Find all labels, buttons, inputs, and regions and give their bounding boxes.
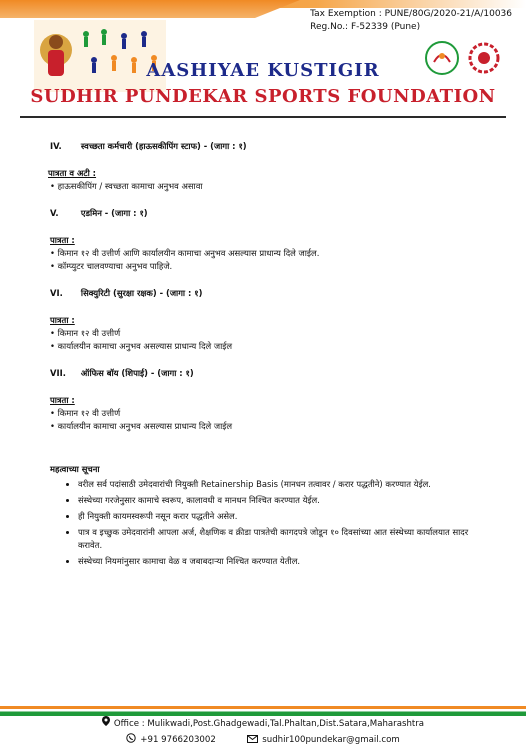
section-title: एडमिन - (जागा : १) xyxy=(80,208,148,218)
org-title-line1: AASHIYAE KUSTIGIR xyxy=(146,60,380,81)
sports-illustration xyxy=(34,20,166,92)
footer-office xyxy=(0,716,526,729)
note-item: • पात्र व इच्छुक उमेदवारांनी आपला अर्ज, शैक्षणिक व क्रीडा पात्रतेची कागदपत्रे जोडून १० दिवसांच्या आत संस्थेच्या कार्यालयात सादर करावेत. xyxy=(78,526,490,552)
section-subheading: पात्रता : xyxy=(50,315,75,325)
section-number: IV. xyxy=(50,141,62,151)
important-notes xyxy=(50,463,490,568)
note-item: • वरील सर्व पदांसाठी उमेदवारांची नियुक्ती Retainership Basis (मानधन तत्वावर / करार पद्धतीने) करण्यात येईल. xyxy=(78,478,490,491)
section-heading xyxy=(50,140,490,153)
header-divider xyxy=(20,116,506,118)
bullet-item: • कॉम्प्युटर चालवण्याचा अनुभव पाहिजे. xyxy=(50,261,173,271)
section-title: सिक्युरिटी (सुरक्षा रक्षक) - (जागा : १) xyxy=(80,288,203,298)
section-title: ऑफिस बॉय (शिपाई) - (जागा : १) xyxy=(80,368,194,378)
office-address: Office : Mulikwadi,Post.Ghadgewadi,Tal.Phaltan,Dist.Satara,Maharashtra xyxy=(113,719,425,729)
phone-number[interactable]: +91 9766203002 xyxy=(140,735,216,745)
bullet-item: • किमान १२ वी उत्तीर्ण xyxy=(50,328,121,338)
notes-list xyxy=(50,478,490,568)
bullet-item: • हाऊसकीपिंग / स्वच्छता कामाचा अनुभव असावा xyxy=(50,181,203,191)
bullet-item: • कार्यालयीन कामाचा अनुभव असल्यास प्राधान्य दिले जाईल xyxy=(50,341,233,351)
section-number: VI. xyxy=(50,288,63,298)
section-subheading: पात्रता : xyxy=(50,395,75,405)
footer-tricolor-band xyxy=(0,706,526,716)
email-icon xyxy=(247,735,258,746)
email-address[interactable]: sudhir100pundekar@gmail.com xyxy=(262,735,400,745)
note-item: • संस्थेच्या नियमांनुसार कामाचा वेळ व जबाबदाऱ्या निश्चित करण्यात येतील. xyxy=(78,555,490,568)
header-registration xyxy=(310,8,512,34)
tax-exemption: Tax Exemption : PUNE/80G/2020-21/A/10036 xyxy=(310,9,512,19)
document-body xyxy=(50,140,490,571)
section-subheading: पात्रता : xyxy=(50,235,75,245)
section-number: V. xyxy=(50,208,59,218)
notes-heading: महत्वाच्या सूचना xyxy=(50,464,100,474)
note-item: • ही नियुक्ती कायमस्वरूपी नसून करार पद्धतीने असेल. xyxy=(78,510,490,523)
location-pin-icon xyxy=(102,716,110,729)
section-heading xyxy=(50,207,490,220)
whatsapp-icon xyxy=(126,733,136,746)
bullet-item: • कार्यालयीन कामाचा अनुभव असल्यास प्राधान्य दिले जाईल xyxy=(50,421,233,431)
bullet-item: • किमान १२ वी उत्तीर्ण आणि कार्यालयीन कामाचा अनुभव असल्यास प्राधान्य दिले जाईल. xyxy=(50,248,320,258)
reg-number: Reg.No.: F-52339 (Pune) xyxy=(310,22,421,32)
section-heading xyxy=(50,367,490,380)
note-item: • संस्थेच्या गरजेनुसार कामाचे स्वरूप, कालावधी व मानधन निश्चित करण्यात येईल. xyxy=(78,494,490,507)
org-title-line2: SUDHIR PUNDEKAR SPORTS FOUNDATION xyxy=(30,86,496,107)
bullet-item: • किमान १२ वी उत्तीर्ण xyxy=(50,408,121,418)
section-subheading: पात्रता व अटी : xyxy=(48,168,97,178)
section-title: स्वच्छता कर्मचारी (हाऊसकीपिंग स्टाफ) - (जागा : १) xyxy=(80,141,247,151)
header-saffron-wedge xyxy=(0,0,300,18)
footer-contact xyxy=(0,733,526,746)
section-number: VII. xyxy=(50,368,66,378)
section-heading xyxy=(50,287,490,300)
